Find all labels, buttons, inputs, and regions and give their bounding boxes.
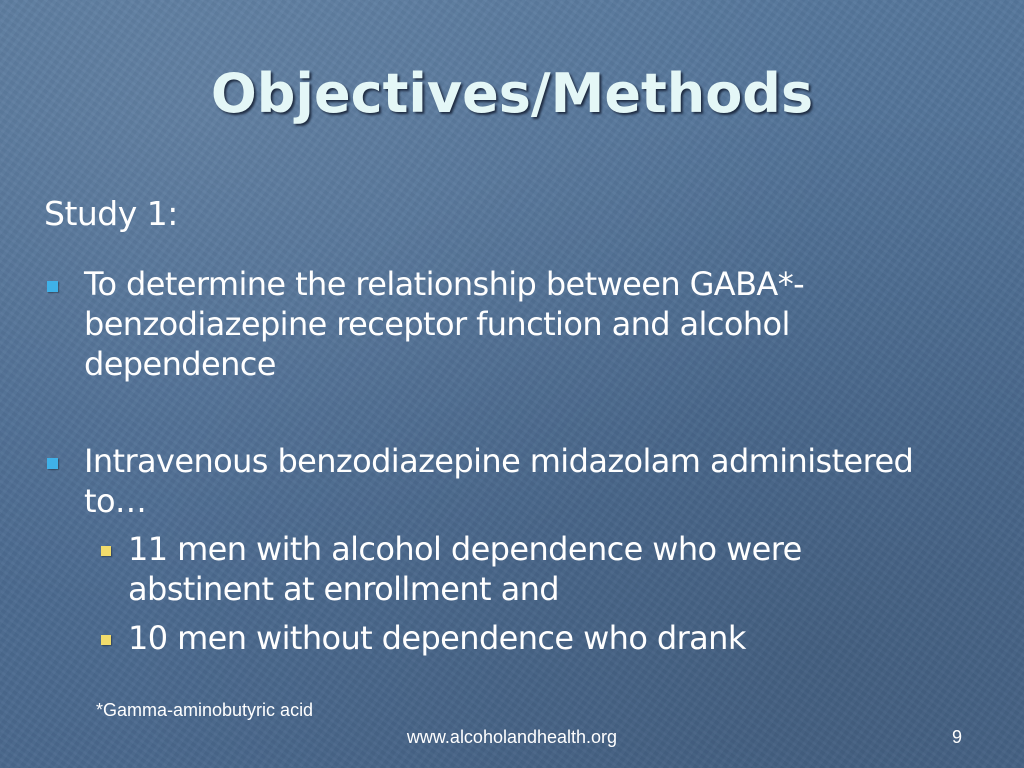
bullet-item <box>84 441 964 521</box>
section-label: Study 1: <box>44 194 178 233</box>
footnote: *Gamma-aminobutyric acid <box>96 700 314 720</box>
bullet-item <box>84 264 944 384</box>
footer-url: www.alcoholandhealth.org <box>406 727 618 747</box>
bullet-text: Intravenous benzodiazepine midazolam administered to… <box>84 442 914 520</box>
square-bullet-icon <box>47 458 58 469</box>
square-sub-bullet-icon <box>101 546 111 556</box>
slide-title: Objectives/Methods <box>210 62 814 125</box>
sub-bullet-text: 11 men with alcohol dependence who were abstinent at enrollment and <box>128 530 802 608</box>
square-bullet-icon <box>47 281 58 292</box>
page-number: 9 <box>951 727 962 747</box>
sub-bullet-text: 10 men without dependence who drank <box>128 619 746 657</box>
sub-bullet-item <box>128 529 928 609</box>
square-sub-bullet-icon <box>101 635 111 645</box>
sub-bullet-item <box>128 618 928 658</box>
bullet-text: To determine the relationship between GABA*-benzodiazepine receptor function and alcohol dependence <box>84 265 805 383</box>
